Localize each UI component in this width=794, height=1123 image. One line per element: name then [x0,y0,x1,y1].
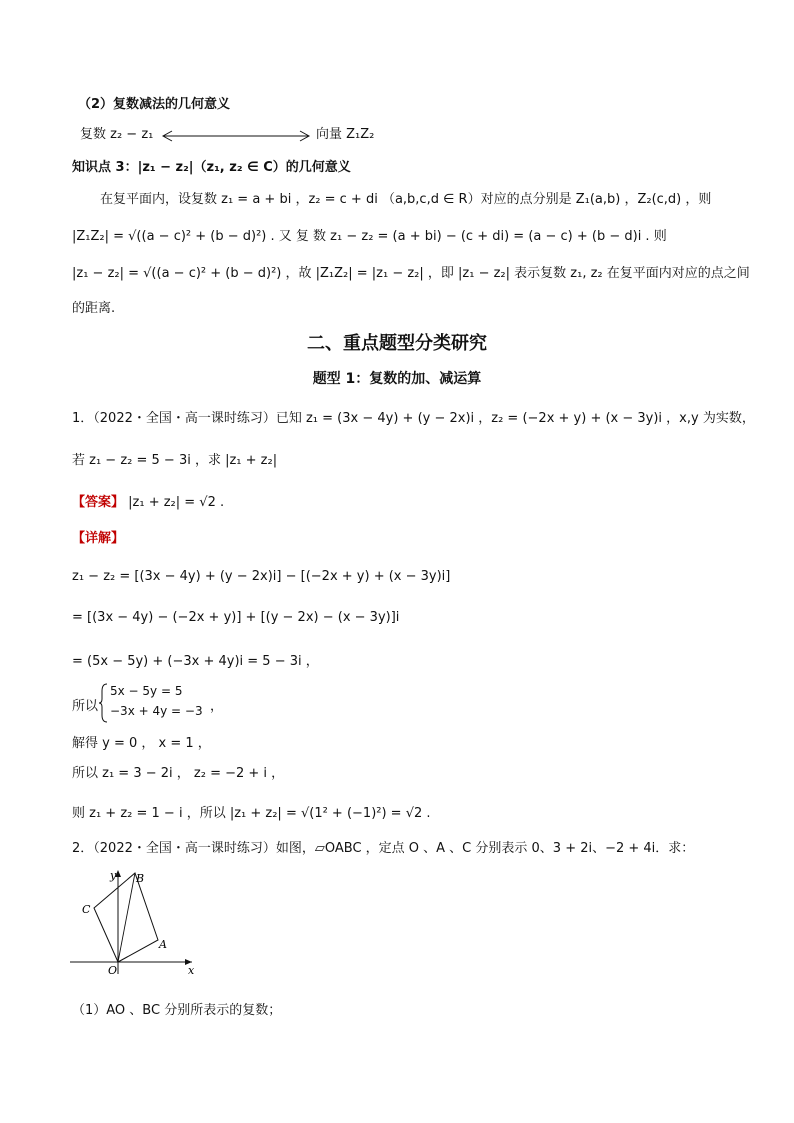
q1-step-5: 解得 y = 0 ， x = 1 ， [72,736,211,751]
vector-label: 向量 Z₁Z₂ [316,127,375,142]
answer-text: |z₁ + z₂| = √2 . [128,495,225,510]
answer-tag: 【答案】 [72,495,125,510]
q1-step-2: = [(3x − 4y) − (−2x + y)] + [(y − 2x) − (x − 3y)]i [72,610,400,625]
q2-line-1: 2．（2022・全国・高一课时练习）如图，▱OABC ，定点 O 、A 、C 分别表示 0、3 + 2i、−2 + 4i．求： [72,841,695,856]
q1-answer [72,494,224,512]
q1-step-4-prefix: 所以 [72,699,99,714]
brace-icon [98,683,108,723]
point-a-label: A [159,938,167,951]
kp3-paragraph-line-2: |Z₁Z₂| = √((a − c)² + (b − d)²) . 又 复 数 z₁ − z₂ = (a + bi) − (c + di) = (a − c) + (b − d)i . 则 [72,229,667,244]
axis-y-label: y [110,869,117,882]
complex-difference-label: 复数 z₂ − z₁ [80,127,154,142]
q1-step-7: 则 z₁ + z₂ = 1 − i ，所以 |z₁ + z₂| = √(1² + (−1)²) = √2 . [72,806,431,821]
type1-heading: 题型 1：复数的加、减运算 [312,371,482,387]
kp3-paragraph-line-1: 在复平面内，设复数 z₁ = a + bi ，z₂ = c + di （a,b,c,d ∈ R）对应的点分别是 Z₁(a,b) ，Z₂(c,d) ，则 [100,192,712,207]
q2-sub-1: （1）AO 、BC 分别所表示的复数； [72,1003,282,1018]
point-b-label: B [136,872,145,885]
point-o-label: O [108,964,118,977]
axis-x-label: x [188,964,195,977]
q1-step-6: 所以 z₁ = 3 − 2i ， z₂ = −2 + i ， [72,766,285,781]
point-c-label: C [82,903,91,916]
kp3-paragraph-line-4: 的距离. [72,301,116,316]
q1-step-1: z₁ − z₂ = [(3x − 4y) + (y − 2x)i] − [(−2x + y) + (x − 3y)i] [72,569,451,584]
system-equation-2: −3x + 4y = −3 [110,704,203,718]
kp3-paragraph-line-3: |z₁ − z₂| = √((a − c)² + (b − d)²) ，故 |Z₁Z₂| = |z₁ − z₂| ，即 |z₁ − z₂| 表示复数 z₁, z₂ 在复平面内对应的点之间 [72,266,750,281]
double-arrow-icon [160,128,312,144]
q1-step-3: = (5x − 5y) + (−3x + 4y)i = 5 − 3i ， [72,654,319,669]
system-equation-1: 5x − 5y = 5 [110,684,183,698]
parallelogram-figure [66,862,206,982]
main-heading: 二、重点题型分类研究 [307,333,487,354]
q1-step-4-suffix: ， [210,699,224,714]
section2-heading: （2）复数减法的几何意义 [78,97,231,112]
q1-line-1: 1．（2022・全国・高一课时练习）已知 z₁ = (3x − 4y) + (y − 2x)i ，z₂ = (−2x + y) + (x − 3y)i ，x,y 为实数， [72,411,755,426]
kp3-title: 知识点 3：|z₁ − z₂|（z₁, z₂ ∈ C）的几何意义 [72,160,351,175]
detail-tag: 【详解】 [72,531,125,546]
q1-line-2: 若 z₁ − z₂ = 5 − 3i ，求 |z₁ + z₂| [72,453,278,468]
